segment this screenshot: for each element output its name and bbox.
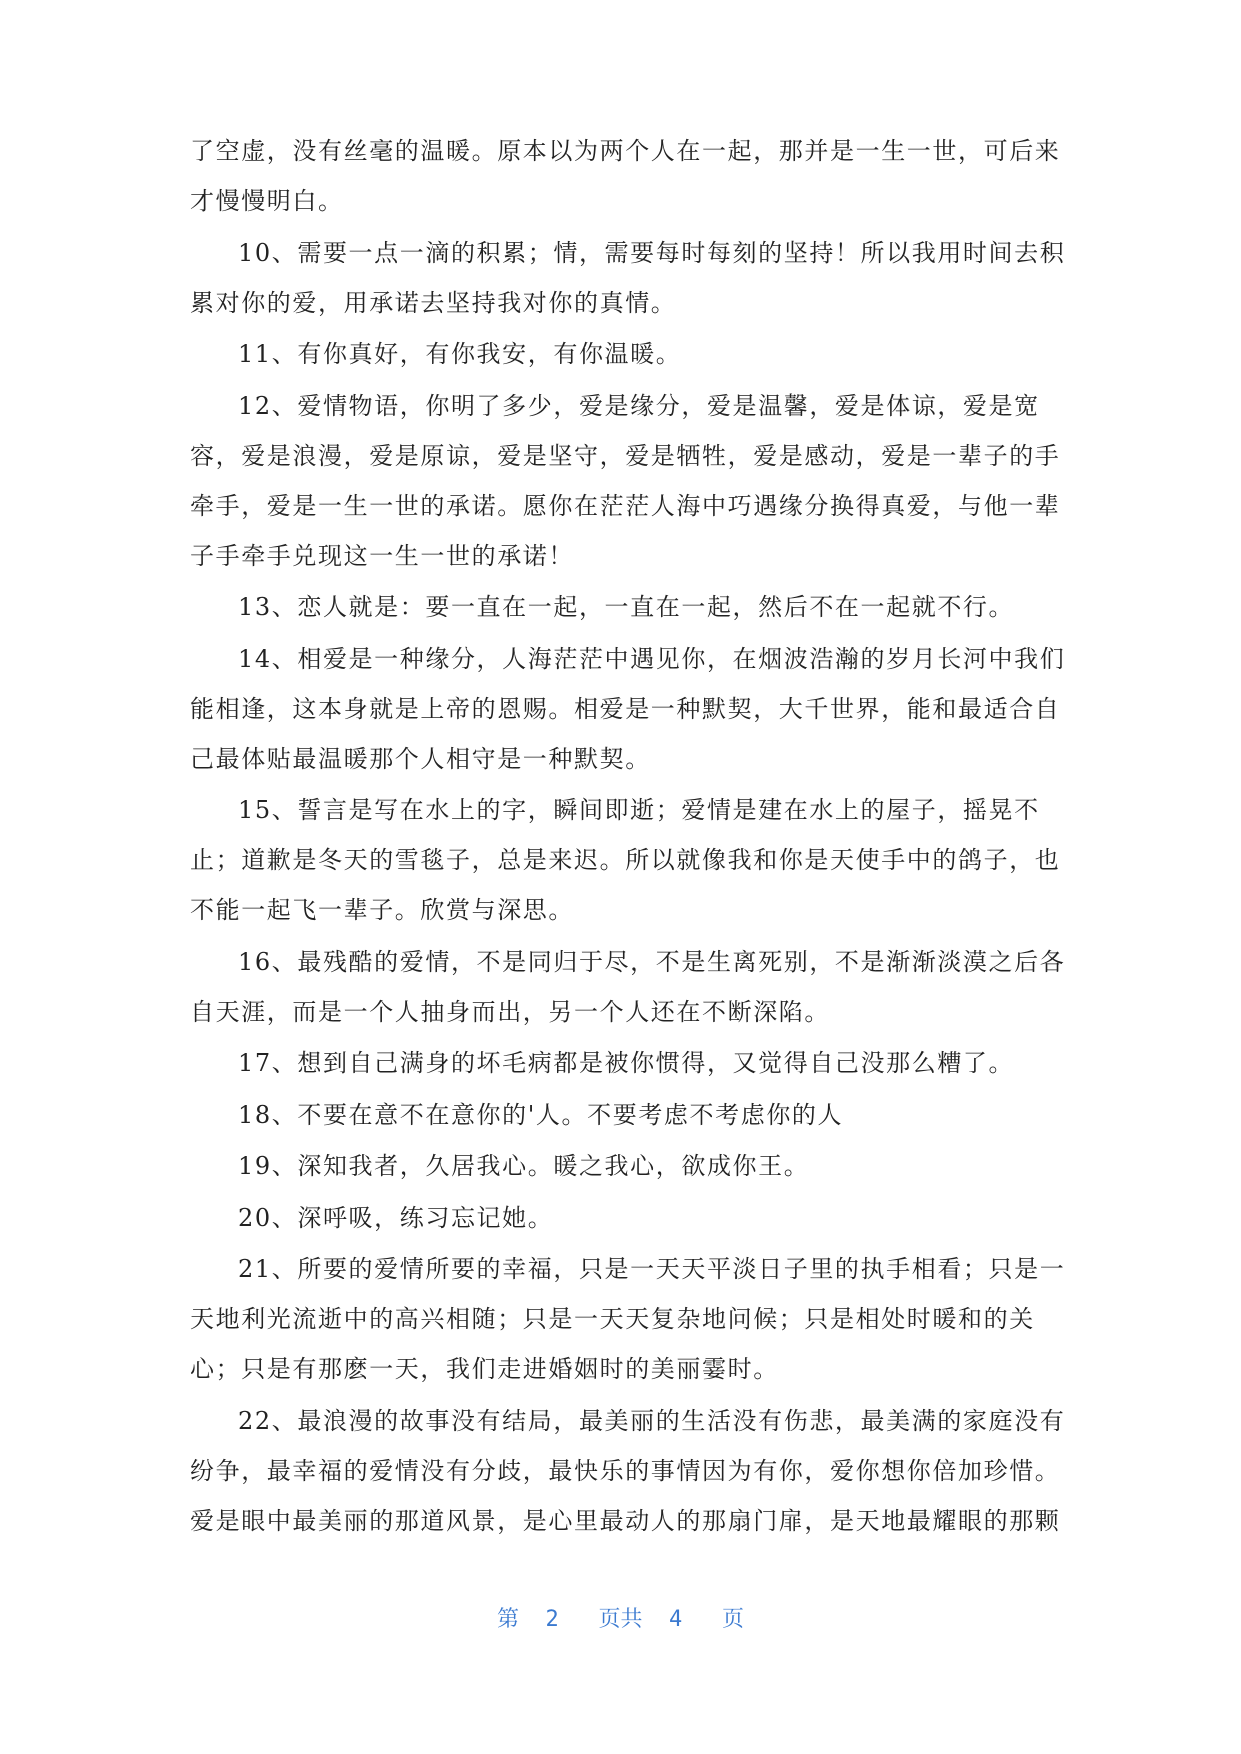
paragraph-line: 13、恋人就是：要一直在一起，一直在一起，然后不在一起就不行。 <box>238 593 1015 621</box>
paragraph-line: 22、最浪漫的故事没有结局，最美丽的生活没有伤悲，最美满的家庭没有 <box>238 1406 1066 1435</box>
paragraph <box>190 1244 1066 1394</box>
paragraph <box>190 381 1061 581</box>
paragraph-line: 12、爱情物语，你明了多少，爱是缘分，爱是温馨，爱是体谅，爱是宽 <box>238 391 1040 420</box>
paragraph-line: 不能一起飞一辈子。欣赏与深思。 <box>190 896 574 924</box>
paragraph <box>190 634 1066 784</box>
paragraph-line: 子手牵手兑现这一生一世的承诺！ <box>190 541 574 570</box>
paragraph-line: 己最体贴最温暖那个人相守是一种默契。 <box>190 744 651 773</box>
paragraph <box>190 1396 1066 1546</box>
paragraph-line: 自天涯，而是一个人抽身而出，另一个人还在不断深陷。 <box>190 997 830 1026</box>
paragraph <box>190 937 1066 1037</box>
paragraph-line: 止；道歉是冬天的雪毯子，总是来迟。所以就像我和你是天使手中的鸽子，也 <box>190 846 1061 874</box>
page-number-footer: 第 2 页共 4 页 <box>497 1607 744 1632</box>
paragraph-line: 累对你的爱，用承诺去坚持我对你的真情。 <box>190 288 677 317</box>
paragraph-line: 10、需要一点一滴的积累；情，需要每时每刻的坚持！所以我用时间去积 <box>238 238 1066 267</box>
paragraph <box>190 1038 1045 1088</box>
paragraph-line: 14、相爱是一种缘分，人海茫茫中遇见你，在烟波浩瀚的岁月长河中我们 <box>238 644 1066 673</box>
paragraph <box>190 228 1066 328</box>
paragraph <box>190 329 1045 379</box>
paragraph-line: 容，爱是浪漫，爱是原谅，爱是坚守，爱是牺牲，爱是感动，爱是一辈子的手 <box>190 441 1061 470</box>
paragraph <box>190 1141 1045 1191</box>
paragraph-line: 能相逢，这本身就是上帝的恩赐。相爱是一种默契，大千世界，能和最适合自 <box>190 694 1061 723</box>
paragraph-line: 20、深呼吸，练习忘记她。 <box>238 1203 554 1232</box>
paragraph <box>190 126 1061 226</box>
paragraph-line: 17、想到自己满身的坏毛病都是被你惯得，又觉得自己没那么糟了。 <box>238 1049 1015 1077</box>
paragraph-line: 15、誓言是写在水上的字，瞬间即逝；爱情是建在水上的屋子，摇晃不 <box>238 796 1040 824</box>
paragraph <box>190 785 1061 935</box>
paragraph-line: 19、深知我者，久居我心。暖之我心，欲成你王。 <box>238 1152 810 1180</box>
paragraph-line: 爱是眼中最美丽的那道风景，是心里最动人的那扇门扉，是天地最耀眼的那颗 <box>190 1506 1061 1535</box>
paragraph-line: 21、所要的爱情所要的幸福，只是一天天平淡日子里的执手相看；只是一 <box>238 1255 1066 1283</box>
paragraph <box>190 1090 1045 1140</box>
paragraph-line: 心；只是有那麽一天，我们走进婚姻时的美丽霎时。 <box>190 1355 779 1383</box>
paragraph-line: 18、不要在意不在意你的'人。不要考虑不考虑你的人 <box>238 1100 844 1129</box>
paragraph-line: 天地利光流逝中的高兴相随；只是一天天复杂地问候；只是相处时暖和的关 <box>190 1305 1035 1333</box>
paragraph-line: 才慢慢明白。 <box>190 187 344 215</box>
paragraph-line: 16、最残酷的爱情，不是同归于尽，不是生离死别，不是渐渐淡漠之后各 <box>238 947 1066 976</box>
paragraph <box>190 1193 1045 1243</box>
paragraph-line: 11、有你真好，有你我安，有你温暖。 <box>238 340 682 368</box>
paragraph-line: 纷争，最幸福的爱情没有分歧，最快乐的事情因为有你，爱你想你倍加珍惜。 <box>190 1456 1061 1485</box>
paragraph-line: 了空虚，没有丝毫的温暖。原本以为两个人在一起，那并是一生一世，可后来 <box>190 137 1061 165</box>
document-body <box>190 126 1066 1546</box>
paragraph-line: 牵手，爱是一生一世的承诺。愿你在茫茫人海中巧遇缘分换得真爱，与他一辈 <box>190 491 1061 520</box>
paragraph <box>190 582 1045 632</box>
